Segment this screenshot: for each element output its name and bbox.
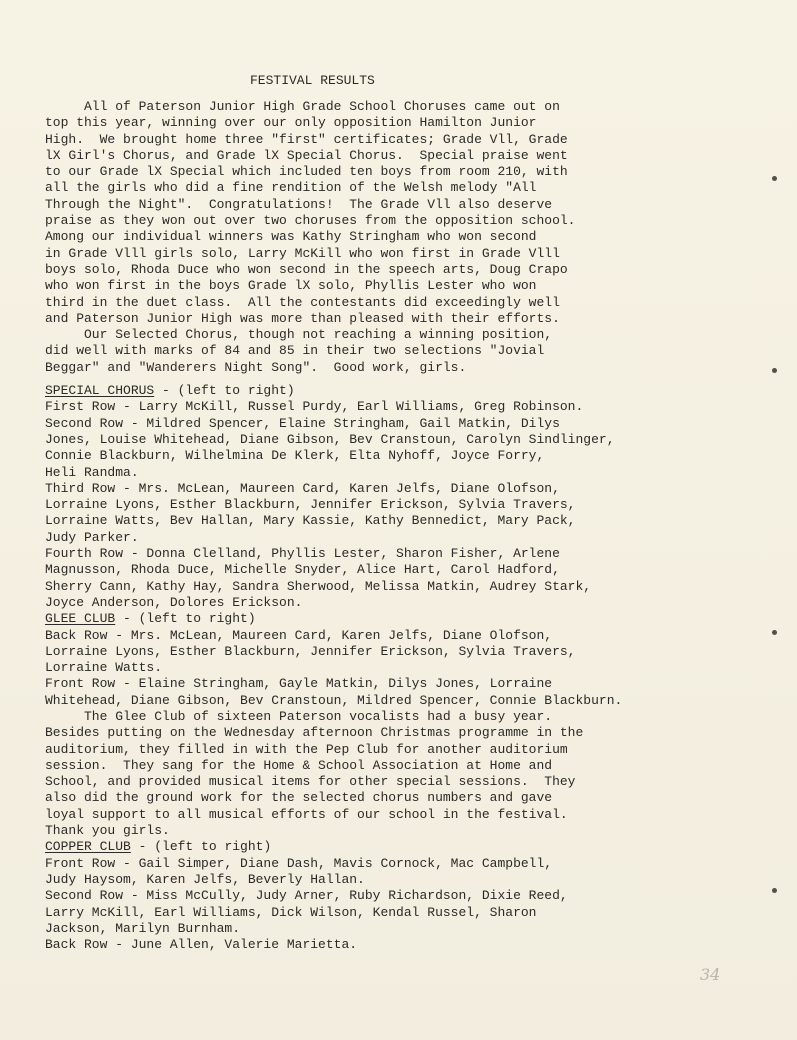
roster-line: Sherry Cann, Kathy Hay, Sandra Sherwood, Melissa Matkin, Audrey Stark,	[45, 578, 592, 594]
binder-hole-mark	[772, 888, 777, 893]
page-number: 34	[700, 965, 721, 984]
roster-line: Joyce Anderson, Dolores Erickson.	[45, 594, 303, 610]
roster-line: Fourth Row - Donna Clelland, Phyllis Lester, Sharon Fisher, Arlene	[45, 546, 560, 562]
text-line: boys solo, Rhoda Duce who won second in the speech arts, Doug Crapo	[45, 261, 568, 277]
text-line: Through the Night". Congratulations! The Grade Vll also deserve	[45, 196, 553, 212]
glee-club-heading: GLEE CLUB - (left to right)	[45, 611, 256, 627]
text-line: High. We brought home three "first" certificates; Grade Vll, Grade	[45, 131, 568, 147]
text-line: top this year, winning over our only opposition Hamilton Junior	[45, 115, 537, 131]
roster-line: Jackson, Marilyn Burnham.	[45, 920, 241, 936]
text-line: Our Selected Chorus, though not reaching a winning position,	[45, 327, 553, 343]
roster-line: Judy Parker.	[45, 529, 139, 545]
text-line: to our Grade lX Special which included ten boys from room 210, with	[45, 164, 568, 180]
roster-line: Whitehead, Diane Gibson, Bev Cranstoun, Mildred Spencer, Connie Blackburn.	[45, 692, 623, 708]
text-line: Beggar" and "Wanderers Night Song". Good work, girls.	[45, 359, 467, 375]
roster-line: Lorraine Watts, Bev Hallan, Mary Kassie, Kathy Bennedict, Mary Pack,	[45, 513, 576, 529]
roster-line: Connie Blackburn, Wilhelmina De Klerk, Elta Nyhoff, Joyce Forry,	[45, 448, 545, 464]
binder-hole-mark	[772, 368, 777, 373]
binder-hole-mark	[772, 176, 777, 181]
roster-line: Lorraine Lyons, Esther Blackburn, Jennifer Erickson, Sylvia Travers,	[45, 497, 576, 513]
roster-line: The Glee Club of sixteen Paterson vocalists had a busy year.	[45, 708, 553, 724]
roster-line: Besides putting on the Wednesday afternoon Christmas programme in the	[45, 725, 584, 741]
typed-text	[45, 73, 645, 953]
text-line: All of Paterson Junior High Grade School Choruses came out on	[45, 99, 560, 114]
roster-line: Back Row - Mrs. McLean, Maureen Card, Karen Jelfs, Diane Olofson,	[45, 627, 553, 643]
roster-line: also did the ground work for the selected chorus numbers and gave	[45, 790, 553, 806]
roster-line: Lorraine Watts.	[45, 660, 163, 676]
roster-line: First Row - Larry McKill, Russel Purdy, Earl Williams, Greg Robinson.	[45, 399, 584, 415]
text-line: in Grade Vlll girls solo, Larry McKill who won first in Grade Vlll	[45, 245, 560, 261]
roster-line: Back Row - June Allen, Valerie Marietta.	[45, 937, 358, 953]
roster-line: session. They sang for the Home & School Association at Home and	[45, 757, 553, 773]
page-title: FESTIVAL RESULTS	[250, 73, 375, 88]
text-line: did well with marks of 84 and 85 in their two selections "Jovial	[45, 343, 545, 359]
text-line: lX Girl's Chorus, and Grade lX Special Chorus. Special praise went	[45, 147, 568, 163]
roster-line: Third Row - Mrs. McLean, Maureen Card, Karen Jelfs, Diane Olofson,	[45, 480, 560, 496]
roster-line: Thank you girls.	[45, 823, 170, 839]
roster-line: loyal support to all musical efforts of our school in the festival.	[45, 806, 568, 822]
text-line: praise as they won out over two choruses from the opposition school.	[45, 213, 576, 229]
roster-line: Jones, Louise Whitehead, Diane Gibson, Bev Cranstoun, Carolyn Sindlinger,	[45, 431, 615, 447]
text-line: Among our individual winners was Kathy Stringham who won second	[45, 229, 537, 245]
special-chorus-heading: SPECIAL CHORUS - (left to right)	[45, 383, 295, 399]
roster-line: Heli Randma.	[45, 464, 139, 480]
roster-line: Larry McKill, Earl Williams, Dick Wilson, Kendal Russel, Sharon	[45, 904, 537, 920]
roster-line: Front Row - Gail Simper, Diane Dash, Mavis Cornock, Mac Campbell,	[45, 855, 553, 871]
text-line: all the girls who did a fine rendition of the Welsh melody "All	[45, 180, 537, 196]
binder-hole-mark	[772, 630, 777, 635]
roster-line: Front Row - Elaine Stringham, Gayle Matkin, Dilys Jones, Lorraine	[45, 676, 553, 692]
roster-line: Second Row - Mildred Spencer, Elaine Stringham, Gail Matkin, Dilys	[45, 415, 560, 431]
copper-club-list	[45, 856, 645, 954]
text-line: third in the duet class. All the contestants did exceedingly well	[45, 294, 560, 310]
roster-line: Judy Haysom, Karen Jelfs, Beverly Hallan.	[45, 871, 365, 887]
copper-club-heading: COPPER CLUB - (left to right)	[45, 839, 272, 855]
roster-line: auditorium, they filled in with the Pep Club for another auditorium	[45, 741, 568, 757]
roster-line: School, and provided musical items for other special sessions. They	[45, 774, 576, 790]
text-line: who won first in the boys Grade lX solo, Phyllis Lester who won	[45, 278, 537, 294]
intro-paragraph	[45, 99, 645, 376]
glee-club-list	[45, 628, 645, 840]
special-chorus-list	[45, 399, 645, 611]
text-line: and Paterson Junior High was more than pleased with their efforts.	[45, 310, 560, 326]
roster-line: Magnusson, Rhoda Duce, Michelle Snyder, Alice Hart, Carol Hadford,	[45, 562, 560, 578]
roster-line: Lorraine Lyons, Esther Blackburn, Jennifer Erickson, Sylvia Travers,	[45, 643, 576, 659]
roster-line: Second Row - Miss McCully, Judy Arner, Ruby Richardson, Dixie Reed,	[45, 888, 568, 904]
